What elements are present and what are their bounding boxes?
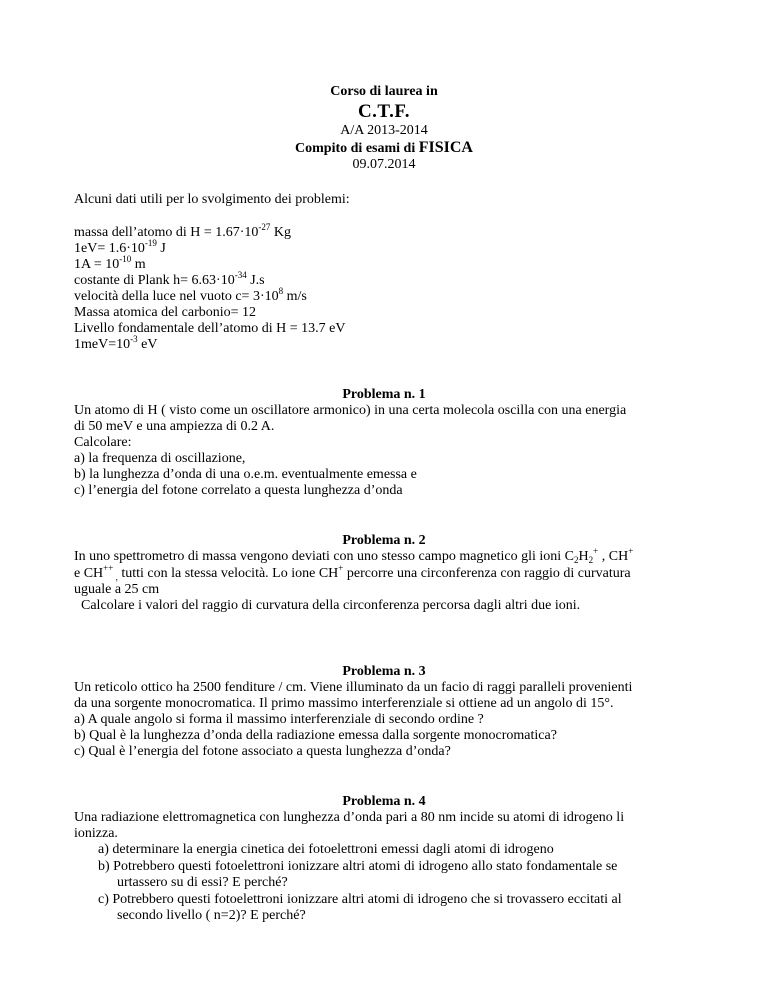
course-code: C.T.F.	[357, 101, 411, 122]
problem-2-text-line: uguale a 25 cm	[74, 582, 160, 597]
problem-1-text-line: Un atomo di H ( visto come un oscillatore armonico) in una certa molecola oscilla con una energia	[74, 403, 627, 418]
exam-title: Compito di esami di FISICA	[295, 139, 473, 156]
problem-1-item-b: b) la lunghezza d’onda di una o.e.m. eventualmente emessa e	[74, 467, 417, 482]
problem-4-text-line: Una radiazione elettromagnetica con lunghezza d’onda pari a 80 nm incide su atomi di idrogeno li	[74, 810, 625, 825]
problem-1-text-line: di 50 meV e una ampiezza di 0.2 A.	[74, 419, 275, 434]
problem-3-item-a: a) A quale angolo si forma il massimo interferenziale di secondo ordine ?	[74, 712, 484, 727]
problem-3-item-c: c) Qual è l’energia del fotone associato a questa lunghezza d’onda?	[74, 744, 451, 759]
problem-2-title: Problema n. 2	[342, 533, 426, 548]
constant-planck: costante di Plank $h= 6.63\cdot 10^{-34}$ J.s	[74, 270, 265, 288]
problem-2-text-line: e CH++ $_,$ tutti con la stessa velocità. Lo ione CH+ percorre una circonferenza con raggio di curvatura	[74, 563, 631, 582]
academic-year: A/A 2013-2014	[340, 123, 428, 138]
problem-4-item-c-cont: secondo livello ( n=2)? E perché?	[117, 908, 306, 923]
problem-3-text-line: da una sorgente monocromatica. Il primo massimo interferenziale si ottiene ad un angolo di 15°.	[74, 696, 614, 711]
constant-ground-level: Livello fondamentale dell’atomo di H = 13.7 eV	[74, 321, 346, 336]
problem-2-text-line: Calcolare i valori del raggio di curvatura della circonferenza percorsa dagli altri due ioni.	[74, 598, 581, 613]
problem-3-item-b: b) Qual è la lunghezza d’onda della radiazione emessa dalla sorgente monocromatica?	[74, 728, 557, 743]
problem-4-item-a: a) determinare la energia cinetica dei fotoelettroni emessi dagli atomi di idrogeno	[98, 842, 554, 857]
problem-4-text-line: ionizza.	[74, 826, 118, 841]
constant-mev: $1meV=10^{-3}$ eV	[74, 334, 158, 352]
constant-angstrom: $1A = 10^{-10}$ m	[74, 254, 146, 272]
problem-3-text-line: Un reticolo ottico ha 2500 fenditure / cm. Viene illuminato da un facio di raggi paralleli provenienti	[74, 680, 633, 695]
problem-1-item-c: c) l’energia del fotone correlato a questa lunghezza d’onda	[74, 483, 403, 498]
problem-4-item-b: b) Potrebbero questi fotoelettroni ionizzare altri atomi di idrogeno allo stato fondamentale se	[98, 859, 618, 874]
exam-date: 09.07.2014	[352, 157, 416, 172]
constant-light-speed: velocità della luce nel vuoto $c= 3\cdot 10^8$ m/s	[74, 286, 307, 304]
constant-carbon-mass: Massa atomica del carbonio= 12	[74, 305, 257, 320]
problem-4-item-b-cont: urtassero su di essi? E perché?	[117, 875, 288, 890]
problem-1-title: Problema n. 1	[342, 387, 426, 402]
problem-4-title: Problema n. 4	[342, 794, 426, 809]
constant-ev: $1eV= 1.6\cdot 10^{-19}$ J	[74, 238, 166, 256]
constant-h-mass: massa dell’atomo di $H = 1.67\cdot 10^{-27}$ Kg	[74, 222, 292, 240]
problem-2-text-line: In uno spettrometro di massa vengono deviati con uno stesso campo magnetico gli ioni $C_2H_2^+$ , CH+	[74, 546, 634, 565]
problem-1-text-line: Calcolare:	[74, 435, 132, 450]
data-intro: Alcuni dati utili per lo svolgimento dei problemi:	[74, 192, 350, 207]
problem-3-title: Problema n. 3	[342, 664, 426, 679]
course-line: Corso di laurea in	[330, 84, 438, 99]
problem-1-item-a: a) la frequenza di oscillazione,	[74, 451, 246, 466]
problem-4-item-c: c) Potrebbero questi fotoelettroni ionizzare altri atomi di idrogeno che si trovassero eccitati al	[98, 892, 622, 907]
